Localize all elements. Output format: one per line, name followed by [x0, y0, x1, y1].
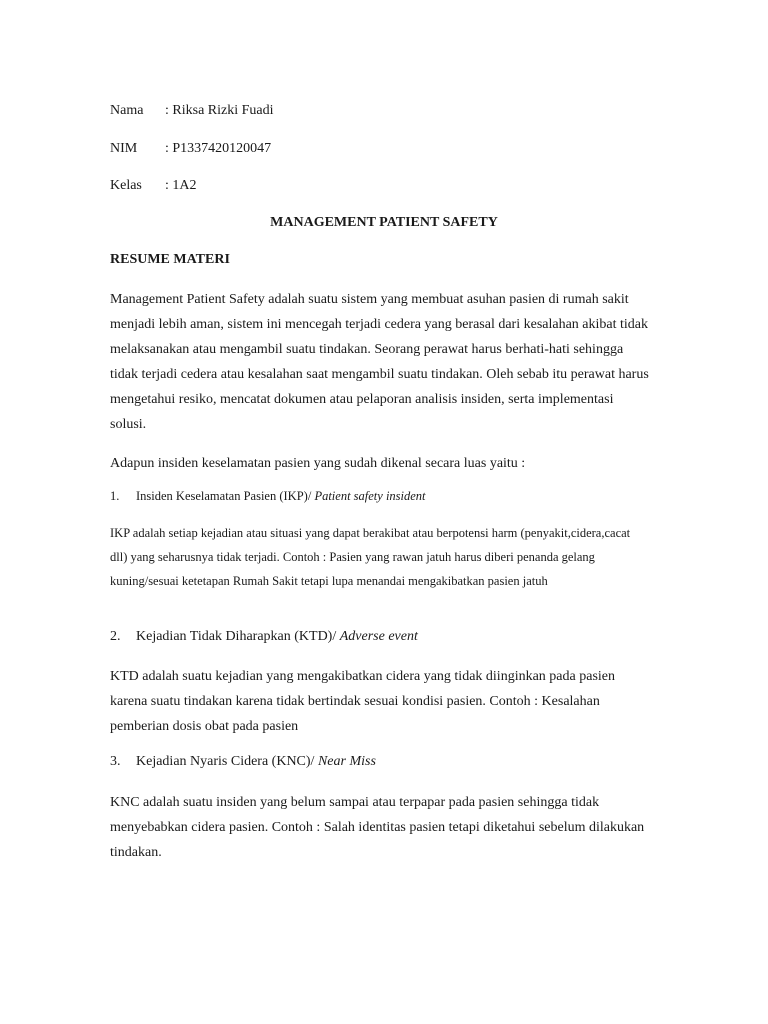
name-label: Nama: [110, 103, 144, 118]
class-label: Kelas: [110, 178, 142, 193]
class-value: : 1A2: [165, 178, 197, 193]
list-item-heading-en: Adverse event: [339, 629, 418, 644]
list-item-heading: Kejadian Tidak Diharapkan (KTD)/: [136, 629, 340, 644]
document-title: MANAGEMENT PATIENT SAFETY: [270, 215, 498, 230]
list-item-number: 1.: [110, 489, 120, 503]
intro-paragraph: Management Patient Safety adalah suatu sistem yang membuat asuhan pasien di rumah sakit menjadi lebih aman, sistem ini mencegah terjadi cedera yang berasal dari kesalahan akibat tidak melaksanakan atau mengambil suatu tindakan. Seorang perawat harus berhati-hati sehingga tidak terjadi cedera atau kesalahan saat mengambil suatu tindakan. Oleh sebab itu perawat harus mengetahui resiko, mencatat dokumen atau pelaporan analisis insiden, serta implementasi solusi.: [110, 292, 649, 432]
nim-label: NIM: [110, 141, 138, 156]
list-item-1-body: IKP adalah setiap kejadian atau situasi yang dapat berakibat atau berpotensi harm (penyakit,cidera,cacat dll) yang seharusnya tidak terjadi. Contoh : Pasien yang rawan jatuh harus diberi penanda gelang kuning/sesuai ketetapan Rumah Sakit tetapi lupa menandai mengakibatkan pasien jatuh: [110, 526, 631, 588]
class-row: [110, 178, 197, 194]
nim-row: [110, 141, 271, 157]
section-title: RESUME MATERI: [110, 252, 230, 267]
list-item-heading-en: Near Miss: [317, 754, 376, 769]
list-item-1-heading: [110, 489, 426, 504]
list-item-heading-en: Patient safety insident: [314, 489, 426, 503]
lead-paragraph: Adapun insiden keselamatan pasien yang sudah dikenal secara luas yaitu :: [110, 456, 526, 471]
list-item-heading: Kejadian Nyaris Cidera (KNC)/: [136, 754, 318, 769]
list-item-number: 3.: [110, 754, 121, 769]
list-item-3-heading: [110, 754, 376, 770]
name-value: : Riksa Rizki Fuadi: [165, 103, 274, 118]
list-item-heading: Insiden Keselamatan Pasien (IKP)/: [136, 489, 315, 503]
nim-value: : P1337420120047: [165, 141, 272, 156]
list-item-2-heading: [110, 629, 418, 645]
list-item-2-body: KTD adalah suatu kejadian yang mengakibatkan cidera yang tidak diinginkan pada pasien karena suatu tindakan karena tidak bertindak sesuai kondisi pasien. Contoh : Kesalahan pemberian dosis obat pada pasien: [110, 669, 615, 734]
list-item-number: 2.: [110, 629, 121, 644]
name-row: [110, 103, 274, 119]
list-item-3-body: KNC adalah suatu insiden yang belum sampai atau terpapar pada pasien sehingga tidak menyebabkan cidera pasien. Contoh : Salah identitas pasien tetapi diketahui sebelum dilakukan tindakan.: [110, 795, 645, 860]
